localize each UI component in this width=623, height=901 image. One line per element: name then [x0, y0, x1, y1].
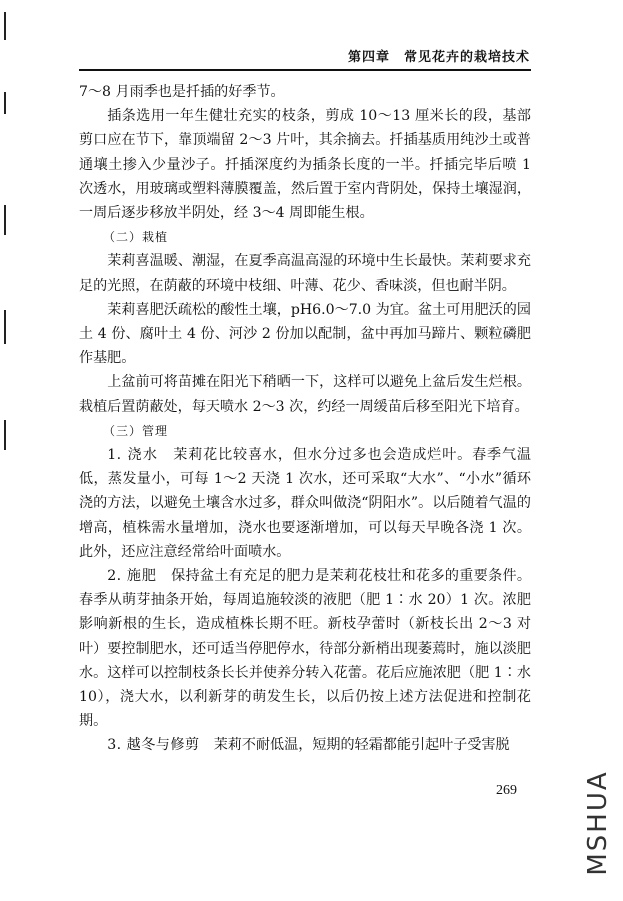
paragraph-watering — [79, 443, 531, 564]
binding-edge-marks — [4, 0, 8, 901]
paragraph-cuttings: 插条选用一年生健壮充实的枝条，剪成 10～13 厘米长的段，基部剪口应在节下，靠顶端留 2～3 片叶，其余摘去。扦插基质用纯沙土或普通壤土掺入少量沙子。扦插深度约为插条长度的一半。扦插完毕后喷 1 次透水，用玻璃或塑料薄膜覆盖，然后置于室内背阴处，保持土壤湿润，一周后逐步移放半阴处，经 3～4 周即能生根。 — [79, 108, 531, 222]
paragraph-rainy-season: 7～8 月雨季也是扦插的好季节。 — [79, 84, 285, 100]
fertilizing-text: 保持盆土有充足的肥力是茉莉花枝壮和花多的重要条件。春季从萌芽抽条开始，每周追施较淡的液肥（肥 1∶水 20）1 次。浓肥影响新根的生长，造成植株长期不旺。新枝孕蕾时（新枝长出 2～3 对叶）要控制肥水，还可适当停肥停水，待部分新梢出现萎蔫时，施以淡肥水。这样可以控制枝条长长并使养分转入花蕾。花后应施浓肥（肥 1∶水 10），浇大水，以利新芽的萌发生长，以后仍按上述方法促进和控制花期。 — [79, 568, 531, 730]
overwintering-text: 茉莉不耐低温，短期的轻霜都能引起叶子受害脱 — [213, 737, 510, 754]
paragraph-fertilizing — [79, 564, 531, 733]
watering-text: 茉莉花比较喜水，但水分过多也会造成烂叶。春季气温低，蒸发量小，可每 1～2 天浇 1 次水，还可采取“大水”、“小水”循环浇的方法，以避免土壤含水过多，群众叫做浇“阴阳水”。以后随着气温的增高，植株需水量增加，浇水也要逐渐增加，可以每天早晚各浇 1 次。此外，还应注意经常给叶面喷水。 — [79, 447, 532, 560]
page-body — [79, 80, 531, 758]
section-heading-planting: （二）栽植 — [103, 230, 169, 245]
paragraph-soil: 茉莉喜肥沃疏松的酸性土壤，pH6.0～7.0 为宜。盆土可用肥沃的园土 4 份、腐叶土 4 份、河沙 2 份加以配制，盆中再加马蹄片、颗粒磷肥作基肥。 — [79, 301, 531, 367]
watermark — [578, 760, 618, 886]
section-heading-management: （三）管理 — [103, 423, 169, 438]
page-number: 269 — [496, 783, 517, 798]
paragraph-overwintering — [79, 733, 531, 757]
paragraph-potting: 上盆前可将苗摊在阳光下稍晒一下，这样可以避免上盆后发生烂根。栽植后置荫蔽处，每天喷水 2～3 次，约经一周缓苗后移至阳光下培育。 — [79, 374, 531, 415]
fertilizing-lead: 2. 施肥 — [107, 568, 157, 585]
watermark-text: MSHUA — [583, 770, 613, 876]
watering-lead: 1. 浇水 — [107, 447, 159, 464]
paragraph-light-requirements: 茉莉喜温暖、潮湿，在夏季高温高湿的环境中生长最快。茉莉要求充足的光照，在荫蔽的环境中枝细、叶薄、花少、香味淡，但也耐半阴。 — [79, 253, 531, 294]
running-header: 第四章 常见花卉的栽培技术 — [347, 50, 530, 65]
header-rule — [79, 69, 531, 71]
overwintering-lead: 3. 越冬与修剪 — [107, 737, 200, 754]
